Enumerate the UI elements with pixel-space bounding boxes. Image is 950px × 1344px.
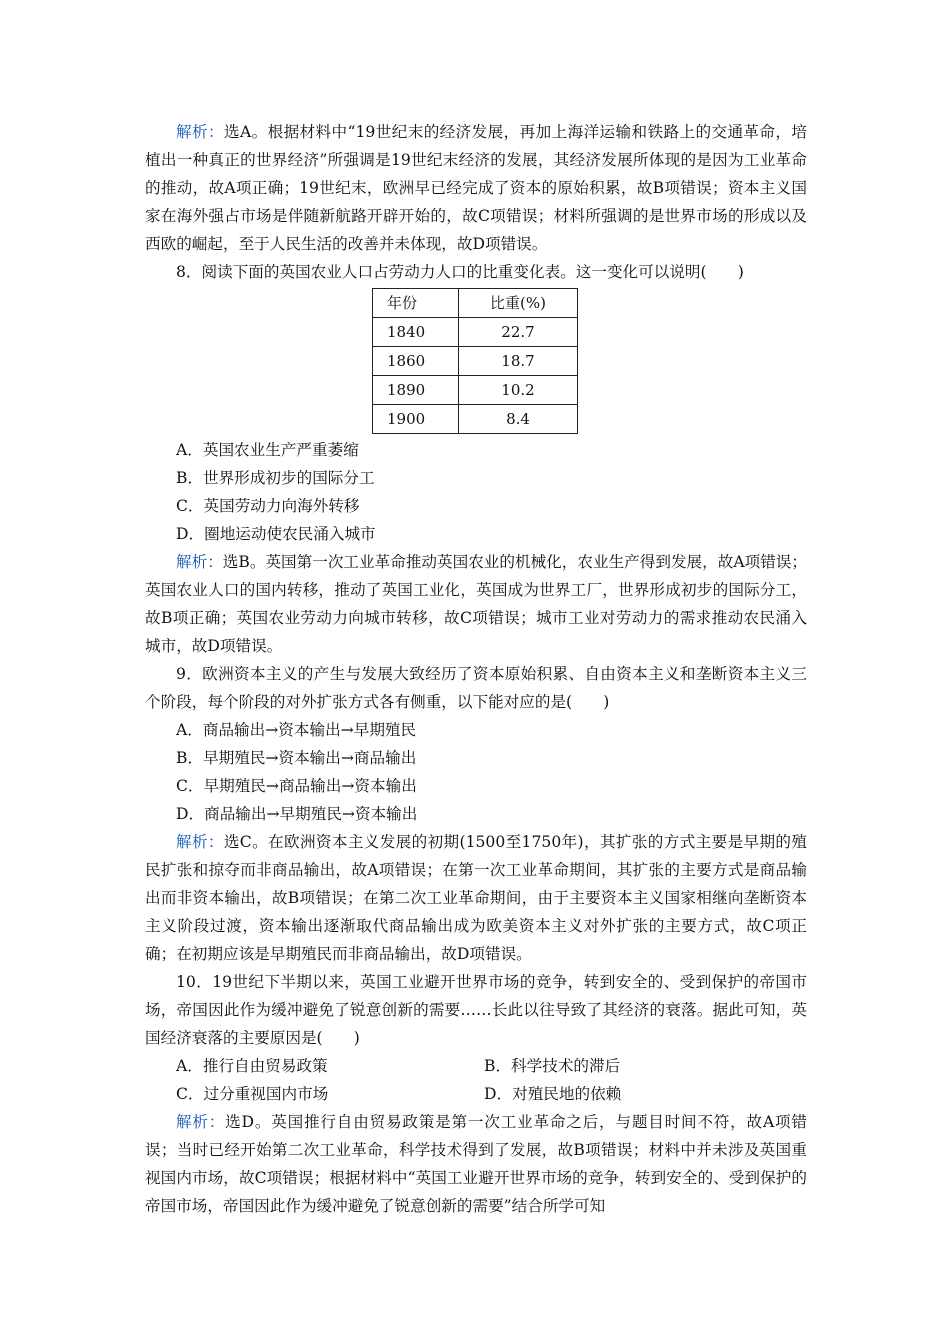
table-row xyxy=(373,318,578,347)
table-cell-year: 1890 xyxy=(373,376,459,405)
table-cell-ratio: 22.7 xyxy=(459,318,578,347)
table-row xyxy=(373,376,578,405)
table-cell-ratio: 10.2 xyxy=(459,376,578,405)
q9-option-d: D．商品输出→早期殖民→资本输出 xyxy=(176,805,418,823)
table-row xyxy=(373,347,578,376)
q9-analysis xyxy=(145,828,807,968)
q8-option-a: A．英国农业生产严重萎缩 xyxy=(176,441,359,459)
q8-analysis xyxy=(145,548,807,660)
q7-analysis xyxy=(145,118,807,258)
document-page xyxy=(145,118,807,1220)
table-cell-ratio: 8.4 xyxy=(459,405,578,434)
q10-option-a: A．推行自由贸易政策 xyxy=(176,1057,328,1075)
table-header-year: 年份 xyxy=(373,289,459,318)
analysis-label: 解析： xyxy=(176,123,224,141)
table-header-ratio: 比重(%) xyxy=(459,289,578,318)
table-header-row xyxy=(373,289,578,318)
analysis-label: 解析： xyxy=(176,1113,226,1131)
table-cell-year: 1860 xyxy=(373,347,459,376)
q10-option-c: C．过分重视国内市场 xyxy=(176,1085,329,1103)
analysis-text: 选D。英国推行自由贸易政策是第一次工业革命之后，与题目时间不符，故A项错误；当时已经开始第二次工业革命，科学技术得到了发展，故B项错误；材料中并未涉及英国重视国内市场，故C项错误；根据材料中“英国工业避开世界市场的竞争，转到安全的、受到保护的帝国市场，帝国因此作为缓冲避免了锐意创新的需要”结合所学可知 xyxy=(145,1113,807,1215)
q10-analysis xyxy=(145,1108,807,1220)
q9-option-a: A．商品输出→资本输出→早期殖民 xyxy=(176,721,417,739)
analysis-text: 选C。在欧洲资本主义发展的初期(1500至1750年)，其扩张的方式主要是早期的殖民扩张和掠夺而非商品输出，故A项错误；在第一次工业革命期间，其扩张的主要方式是商品输出而非资本输出，故B项错误；在第二次工业革命期间，由于主要资本主义国家相继向垄断资本主义阶段过渡，资本输出逐渐取代商品输出成为欧美资本主义对外扩张的主要方式，故C项正确；在初期应该是早期殖民而非商品输出，故D项错误。 xyxy=(145,833,807,963)
table-cell-year: 1840 xyxy=(373,318,459,347)
analysis-text: 选B。英国第一次工业革命推动英国农业的机械化，农业生产得到发展，故A项错误；英国农业人口的国内转移，推动了英国工业化，英国成为世界工厂，世界形成初步的国际分工，故B项正确；英国农业劳动力向城市转移，故C项错误；城市工业对劳动力的需求推动农民涌入城市，故D项错误。 xyxy=(145,553,807,655)
table-cell-ratio: 18.7 xyxy=(459,347,578,376)
q10-options-row-1 xyxy=(145,1052,807,1080)
q8-stem: 8．阅读下面的英国农业人口占劳动力人口的比重变化表。这一变化可以说明( ) xyxy=(176,263,744,281)
q10-option-d: D．对殖民地的依赖 xyxy=(484,1085,622,1103)
q10-options-row-2 xyxy=(145,1080,807,1108)
q10-option-b: B．科学技术的滞后 xyxy=(484,1057,621,1075)
table-cell-year: 1900 xyxy=(373,405,459,434)
q8-option-d: D．圈地运动使农民涌入城市 xyxy=(176,525,376,543)
q9-option-c: C．早期殖民→商品输出→资本输出 xyxy=(176,777,417,795)
q8-option-b: B．世界形成初步的国际分工 xyxy=(176,469,375,487)
table-row xyxy=(373,405,578,434)
q10-stem: 10．19世纪下半期以来，英国工业避开世界市场的竞争，转到安全的、受到保护的帝国市场，帝国因此作为缓冲避免了锐意创新的需要……长此以往导致了其经济的衰落。据此可知，英国经济衰落的主要原因是( ) xyxy=(145,973,807,1047)
q8-table xyxy=(372,288,578,434)
q9-option-b: B．早期殖民→资本输出→商品输出 xyxy=(176,749,417,767)
q8-option-c: C．英国劳动力向海外转移 xyxy=(176,497,360,515)
q9-stem: 9．欧洲资本主义的产生与发展大致经历了资本原始积累、自由资本主义和垄断资本主义三个阶段，每个阶段的对外扩张方式各有侧重，以下能对应的是( ) xyxy=(145,665,807,711)
analysis-label: 解析： xyxy=(176,833,224,851)
analysis-label: 解析： xyxy=(176,553,223,571)
analysis-text: 选A。根据材料中“19世纪末的经济发展，再加上海洋运输和铁路上的交通革命，培植出一种真正的世界经济”所强调是19世纪末经济的发展，其经济发展所体现的是因为工业革命的推动，故A项正确；19世纪末，欧洲早已经完成了资本的原始积累，故B项错误；资本主义国家在海外强占市场是伴随新航路开辟开始的，故C项错误；材料所强调的是世界市场的形成以及西欧的崛起，至于人民生活的改善并未体现，故D项错误。 xyxy=(145,123,807,253)
